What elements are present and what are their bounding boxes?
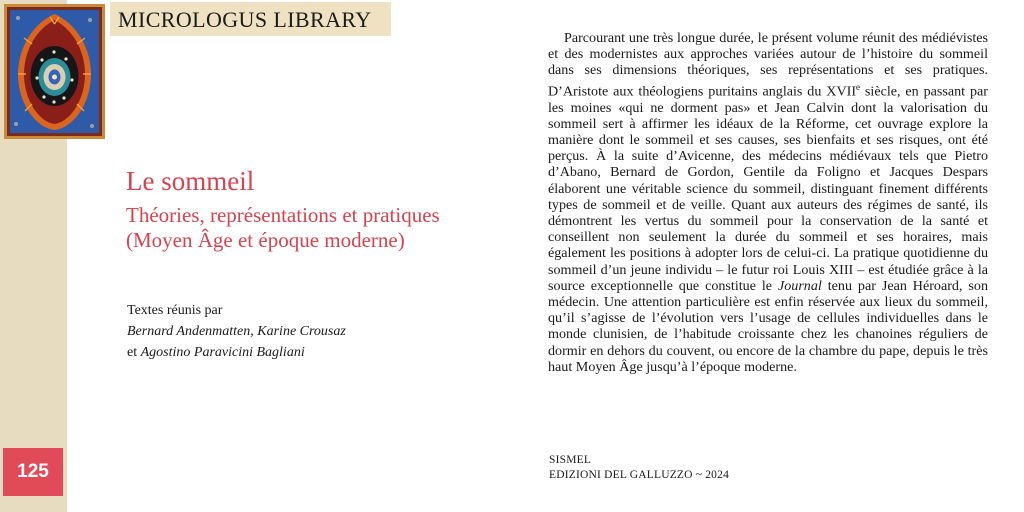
editor-name-3: Agostino Paravicini Bagliani bbox=[140, 345, 305, 360]
back-cover-blurb bbox=[548, 30, 988, 375]
blurb-century-superscript: e bbox=[856, 81, 861, 92]
editor-conjunction: et bbox=[127, 345, 141, 360]
publisher-edition-year: EDIZIONI DEL GALLUZZO ~ 2024 bbox=[549, 469, 730, 481]
editors-line-2 bbox=[127, 321, 487, 342]
title-block bbox=[126, 166, 496, 253]
editors-line-3 bbox=[127, 342, 487, 363]
volume-number-badge: 125 bbox=[3, 448, 63, 496]
medieval-miniature-illustration bbox=[4, 4, 105, 139]
editors-intro: Textes réunis par bbox=[127, 303, 223, 318]
publisher-imprint bbox=[549, 453, 729, 483]
publisher-name: SISMEL bbox=[549, 454, 592, 466]
blurb-text-part-2: siècle, en passant par les moines «qui ne dorment pas» et Jean Calvin dont la valorisation du sommeil sert à affirmer les idéaux de la Réforme, cet ouvrage explore la manière dont le sommeil et ses causes, ses bienfaits et ses risques, ont été perçus. À la suite d’Avicenne, des médecins médiévaux tels que Pietro d’Abano, Bernard de Gordon, Gentile da Foligno et Jacques Despars élaborent une véritable science du sommeil, distinguant finement différents types de sommeil et de veille. Quant aux auteurs des régimes de santé, ils démontrent les vertus du sommeil pour la conservation de la santé et conseillent non seulement la durée du sommeil et ses horaires, mais également les positions à adopter lors de celui-ci. La pratique quotidienne du sommeil d’un jeune individu – le futur roi Louis XIII – est étudiée grâce à la source exceptionnelle que constitue le bbox=[548, 83, 988, 294]
series-title: MICROLOGUS LIBRARY bbox=[118, 7, 372, 32]
editors-credit bbox=[127, 300, 487, 363]
blurb-paragraph bbox=[548, 30, 988, 375]
blurb-journal-title: Journal bbox=[777, 277, 822, 294]
blurb-text-part-1: Parcourant une très longue durée, le présent volume réunit des médiévistes et des modernistes aux approches variées autour de l’histoire du sommeil dans ses dimensions théoriques, ses représentations et ses pratiques. D’Aristote aux théologiens puritains anglais du XVII bbox=[548, 30, 988, 100]
editor-name-2: Karine Crousaz bbox=[257, 324, 346, 339]
editor-name-1: Bernard Andenmatten bbox=[127, 324, 251, 339]
book-subtitle-line-2: (Moyen Âge et époque moderne) bbox=[126, 228, 405, 252]
book-subtitle-line-1: Théories, représentations et pratiques bbox=[126, 203, 440, 227]
blurb-text-part-3: tenu par Jean Héroard, son médecin. Une attention particulière est enfin réservée aux lieux du sommeil, qu’il s’agisse de l’évolution vers l’usage de cellules individuelles dans le monde clunisien, de l’habitude croissante chez les chanoines réguliers de dormir en dehors du couvent, ou encore de la chambre du pape, depuis le très haut Moyen Âge jusqu’à l’époque moderne. bbox=[548, 277, 988, 375]
editor-separator: , bbox=[250, 324, 258, 339]
book-title: Le sommeil bbox=[126, 166, 255, 196]
